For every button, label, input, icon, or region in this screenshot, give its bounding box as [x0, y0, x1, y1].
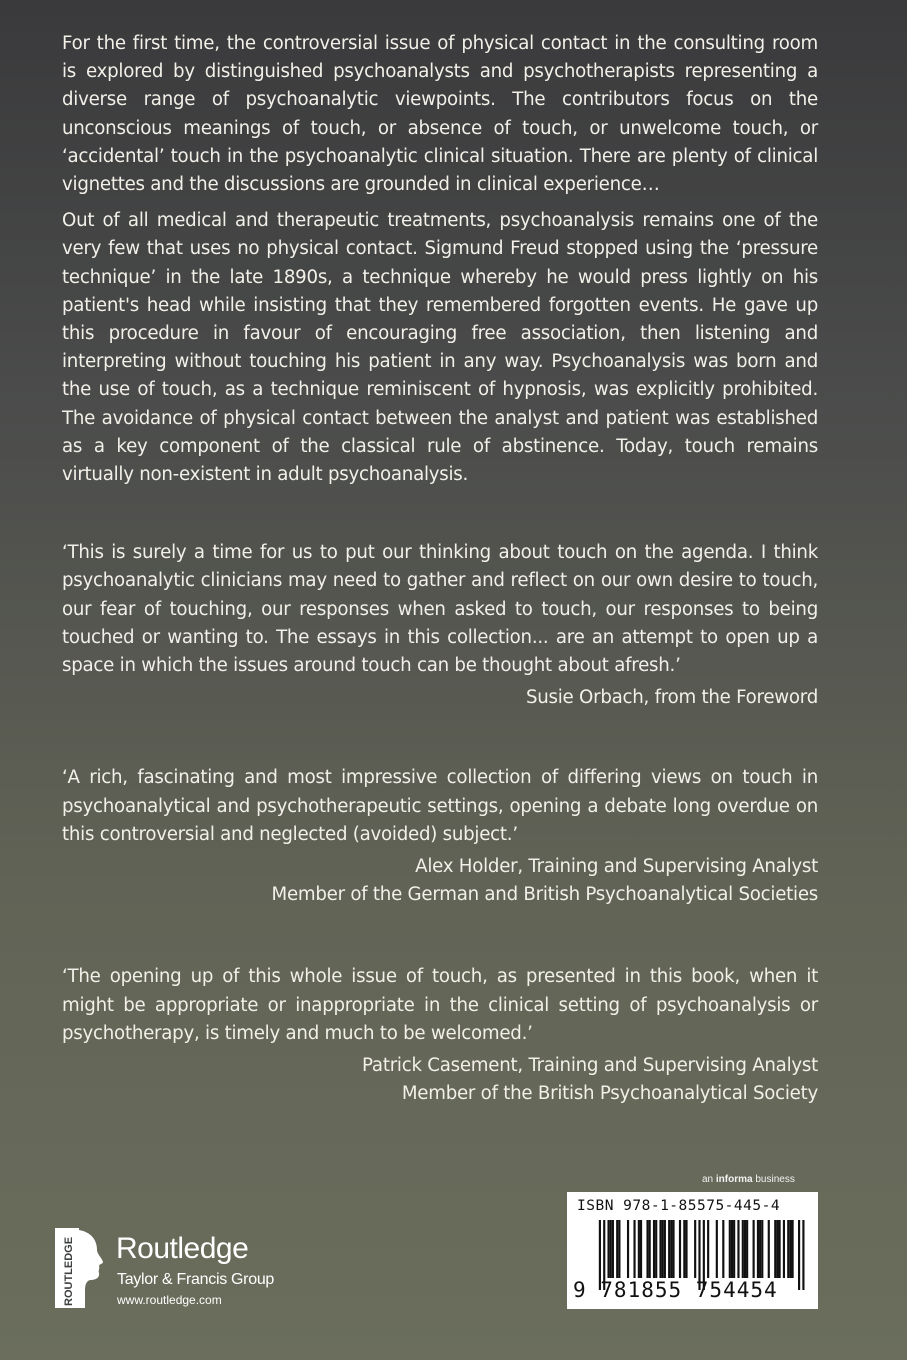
barcode-bar	[662, 1220, 664, 1278]
barcode-bar	[707, 1220, 709, 1278]
barcode-bar	[618, 1220, 620, 1278]
barcode-bar	[789, 1220, 791, 1278]
barcode-bar	[612, 1220, 614, 1278]
barcode-bar	[627, 1220, 629, 1278]
back-cover-text	[62, 30, 818, 1109]
barcode-bar	[670, 1220, 672, 1278]
isbn-label: ISBN 978-1-85575-445-4	[577, 1198, 781, 1214]
barcode-bar	[685, 1220, 687, 1278]
endorsement-holder	[62, 764, 818, 909]
endorsement-quote: ‘This is surely a time for us to put our thinking about touch on the agenda. I think psychoanalytic clinicians may need to gather and reflect on our own desire to touch, our fear of touching, our responses when asked to touch, our responses to being touched or wanting to. The essays in this collection... are an attempt to open up a space in which the issues around touch can be thought about afresh.’	[62, 542, 818, 677]
barcode-bar	[787, 1220, 789, 1278]
barcode-bar	[664, 1220, 666, 1278]
informa-suffix: business	[755, 1174, 795, 1185]
barcode-bar	[659, 1220, 661, 1278]
barcode-bar	[653, 1220, 655, 1278]
publisher-website[interactable]: www.routledge.com	[117, 1293, 222, 1307]
endorsement-attribution: Alex Holder, Training and Supervising Analyst	[415, 856, 818, 878]
barcode-bar	[744, 1220, 746, 1278]
barcode-bar	[733, 1220, 735, 1278]
routledge-vertical-text: ROUTLEDGE	[63, 1236, 75, 1306]
routledge-logo	[53, 1226, 313, 1316]
informa-business-tag	[702, 1174, 795, 1185]
barcode-bar	[742, 1220, 744, 1278]
barcode-bar	[633, 1220, 635, 1278]
barcode-bar	[646, 1220, 648, 1278]
barcode-bar	[683, 1220, 685, 1278]
barcode-bar	[694, 1220, 696, 1278]
barcode-bar	[672, 1220, 674, 1278]
barcode-bar	[774, 1220, 776, 1278]
barcode-bar	[759, 1220, 761, 1278]
blurb-paragraph-2: Out of all medical and therapeutic treatments, psychoanalysis remains one of the very few that uses no physical contact. Sigmund Freud stopped using the ‘pressure technique’ in the late 1890s, a technique whereby he would press lightly on his patient's head while insisting that they remembered forgotten events. He gave up this procedure in favour of encouraging free association, then listening and interpreting without touching his patient in any way. Psychoanalysis was born and the use of touch, as a technique reminiscent of hypnosis, was explicitly prohibited. The avoidance of physical contact between the analyst and patient was established as a key component of the classical rule of abstinence. Today, touch remains virtually non-existent in adult psychoanalysis.	[62, 210, 818, 486]
publisher-name: Routledge	[116, 1232, 249, 1265]
barcode-bar	[768, 1220, 770, 1278]
endorsement-orbach	[62, 539, 818, 712]
isbn-barcode	[567, 1192, 818, 1309]
endorsement-casement	[62, 963, 818, 1108]
informa-name: informa	[715, 1174, 753, 1185]
barcode-bar	[716, 1220, 718, 1278]
endorsement-attribution: Susie Orbach, from the Foreword	[525, 687, 818, 709]
routledge-head-icon	[53, 1226, 113, 1310]
endorsement-quote: ‘The opening up of this whole issue of touch, as presented in this book, when it might be appropriate or inappropriate in the clinical setting of psychoanalysis or psychotherapy, is timely and much to be welcomed.’	[62, 966, 818, 1044]
barcode-bar	[607, 1220, 609, 1278]
endorsement-quote: ‘A rich, fascinating and most impressive collection of differing views on touch in psychoanalytical and psychotherapeutic settings, opening a debate long overdue on this controversial and neglected (avoided) subject.’	[62, 767, 818, 845]
barcode-bar	[783, 1220, 785, 1278]
informa-prefix: an	[702, 1174, 714, 1185]
barcode-bar	[792, 1220, 794, 1278]
endorsement-attribution: Patrick Casement, Training and Supervising Analyst	[362, 1055, 818, 1077]
blurb-paragraph-1: For the first time, the controversial issue of physical contact in the consulting room is explored by distinguished psychoanalysts and psychotherapists representing a diverse range of psychoanalytic viewpoints. The contributors focus on the unconscious meanings of touch, or absence of touch, or unwelcome touch, or ‘accidental’ touch in the psychoanalytic clinical situation. There are plenty of clinical vignettes and the discussions are grounded in clinical experience…	[62, 33, 818, 196]
barcode-bar	[746, 1220, 748, 1278]
barcode-bar	[668, 1220, 670, 1278]
barcode-bar	[616, 1220, 618, 1278]
barcode-bar	[679, 1220, 681, 1278]
endorsement-affiliation: Member of the German and British Psychoanalytical Societies	[271, 884, 818, 906]
barcode-bar	[757, 1220, 759, 1278]
barcode-bar	[737, 1220, 739, 1278]
publisher-group: Taylor & Francis Group	[117, 1271, 275, 1288]
barcode-bar	[753, 1220, 755, 1278]
barcode-bar	[761, 1220, 763, 1278]
barcode-bar	[779, 1220, 781, 1278]
endorsement-affiliation: Member of the British Psychoanalytical Society	[401, 1083, 818, 1105]
barcode-bar	[610, 1220, 612, 1278]
barcode-bar	[649, 1220, 651, 1278]
barcode-bar	[638, 1220, 640, 1278]
barcode-bar	[729, 1220, 731, 1278]
barcode-bar	[640, 1220, 642, 1278]
barcode-digits: 9 781855 754454	[573, 1278, 778, 1302]
barcode-bar	[722, 1220, 724, 1278]
barcode-bar	[655, 1220, 657, 1278]
barcode-bar	[776, 1220, 778, 1278]
barcode-bar	[731, 1220, 733, 1278]
